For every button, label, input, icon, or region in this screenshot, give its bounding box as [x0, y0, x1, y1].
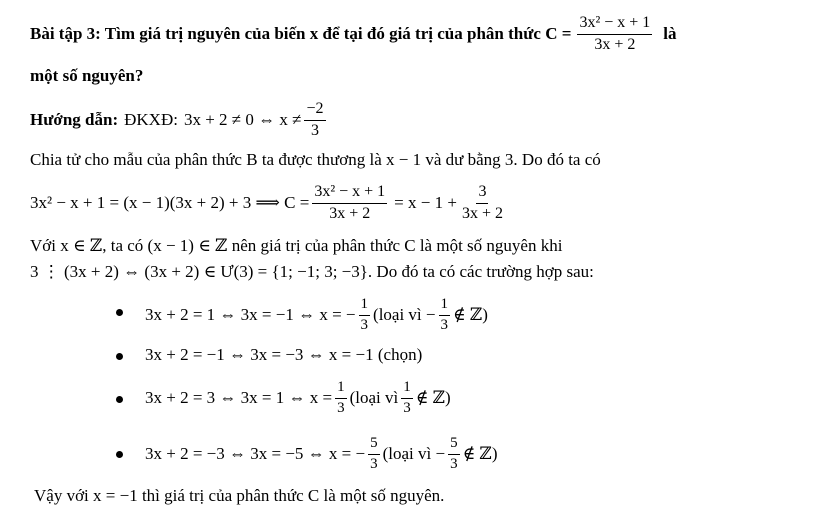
- case-4-note-fraction: [448, 436, 460, 473]
- case-1-note-fraction-denominator: 3: [440, 316, 448, 333]
- equation-fraction-2-denominator: 3x + 2: [461, 204, 503, 222]
- case-4-note-fraction-numerator: 5: [448, 436, 460, 455]
- equation-fraction-numerator: 3x² − x + 1: [312, 184, 387, 204]
- dkxd-expression: 3x + 2 ≠ 0 ⇔ x ≠: [183, 110, 302, 129]
- equation-line: [30, 180, 508, 226]
- guide-label: Hướng dẫn:: [30, 110, 119, 129]
- divisor-line: 3 ⋮ (3x + 2) ⇔ (3x + 2) ∈ Ư(3) = {1; −1; 3; −3}. Do đó ta có các trường hợp sau:: [30, 262, 594, 281]
- title-fraction: [577, 15, 652, 54]
- integer-condition-line: Với x ∈ ℤ, ta có (x − 1) ∈ ℤ nên giá trị của phân thức C là một số nguyên khi: [30, 236, 563, 255]
- equation-fraction-denominator: 3x + 2: [329, 204, 371, 222]
- case-4: [145, 432, 498, 476]
- case-4-fraction: [368, 436, 380, 473]
- title-fraction-numerator: 3x² − x + 1: [577, 15, 652, 35]
- case-1-fraction-denominator: 3: [360, 316, 369, 333]
- case-1-note-fraction: [439, 297, 451, 334]
- exercise-title: [30, 12, 677, 56]
- division-line: Chia tử cho mẫu của phân thức B ta được thương là x − 1 và dư bằng 3. Do đó ta có: [30, 150, 601, 169]
- case-3-fraction-numerator: 1: [335, 380, 347, 399]
- case-4-expression: 3x + 2 = −3 ⇔ 3x = −5 ⇔ x = −: [145, 444, 366, 463]
- case-1-fraction: [359, 297, 371, 334]
- case-1-note-fraction-numerator: 1: [439, 297, 451, 316]
- case-1: [145, 293, 488, 337]
- case-3-note-fraction: [401, 380, 413, 417]
- equation-fraction-2-numerator: 3: [476, 184, 488, 204]
- case-1-expression: 3x + 2 = 1 ⇔ 3x = −1 ⇔ x = −: [145, 305, 356, 324]
- dkxd-fraction-denominator: 3: [310, 121, 319, 139]
- case-3-fraction-denominator: 3: [337, 399, 345, 416]
- case-4-fraction-denominator: 3: [370, 455, 378, 472]
- equation-left: 3x² − x + 1 = (x − 1)(3x + 2) + 3 ⟹ C =: [30, 193, 310, 212]
- case-1-note-start: (loại vì −: [373, 305, 436, 324]
- case-4-note-fraction-denominator: 3: [450, 455, 458, 472]
- bullet-3: [116, 396, 123, 403]
- conclusion: Vậy với x = −1 thì giá trị của phân thức C là một số nguyên.: [34, 486, 445, 505]
- equation-fraction: [312, 184, 387, 223]
- exercise-title-line2: một số nguyên?: [30, 66, 144, 85]
- bullet-2: [116, 353, 123, 360]
- title-fraction-denominator: 3x + 2: [594, 35, 636, 53]
- case-3-note-fraction-denominator: 3: [403, 399, 411, 416]
- dkxd-fraction-numerator: −2: [304, 101, 325, 121]
- case-2: [145, 345, 422, 365]
- equation-middle: = x − 1 +: [394, 193, 457, 212]
- case-3-note-fraction-numerator: 1: [401, 380, 413, 399]
- case-3: [145, 376, 451, 420]
- bullet-1: [116, 309, 123, 316]
- case-3-note-start: (loại vì: [349, 388, 399, 407]
- case-3-fraction: [335, 380, 347, 417]
- case-2-expression: 3x + 2 = −1 ⇔ 3x = −3 ⇔ x = −1 (chọn): [145, 345, 423, 364]
- case-3-expression: 3x + 2 = 3 ⇔ 3x = 1 ⇔ x =: [145, 388, 333, 407]
- equation-fraction-2: [460, 184, 505, 223]
- case-1-fraction-numerator: 1: [359, 297, 371, 316]
- case-4-fraction-numerator: 5: [368, 436, 380, 455]
- exercise-title-text: Bài tập 3: Tìm giá trị nguyên của biến x để tại đó giá trị của phân thức C =: [30, 24, 572, 43]
- case-4-note-end: ∉ ℤ): [462, 444, 498, 463]
- dkxd-fraction: [304, 101, 325, 140]
- dkxd-prefix: ĐKXĐ:: [124, 110, 178, 129]
- case-1-note-end: ∉ ℤ): [453, 305, 488, 324]
- case-3-note-end: ∉ ℤ): [415, 388, 451, 407]
- exercise-title-suffix: là: [663, 24, 677, 43]
- case-4-note-start: (loại vì −: [382, 444, 446, 463]
- bullet-4: [116, 451, 123, 458]
- guide-line: [30, 98, 329, 142]
